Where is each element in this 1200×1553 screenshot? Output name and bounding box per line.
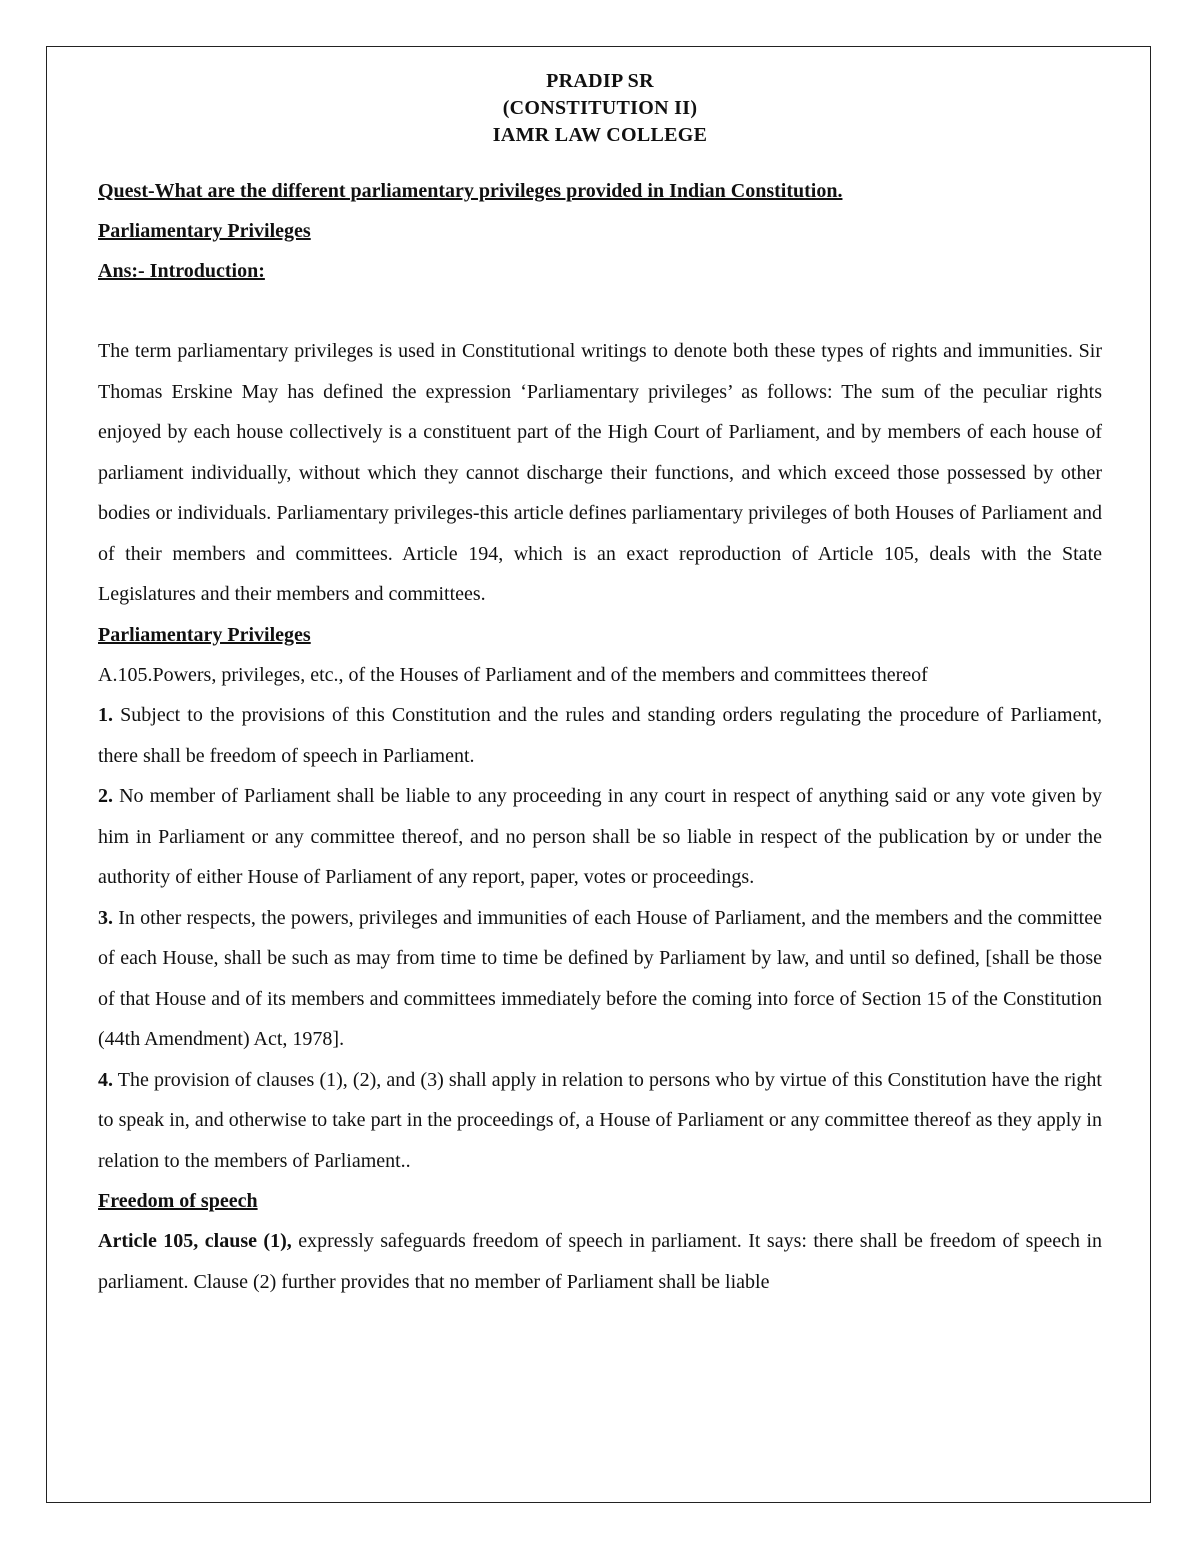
blank-line	[98, 291, 1102, 331]
freedom-text: expressly safeguards freedom of speech in parliament. It says: there shall be freedom of speech in parliament. Clause (2) further provides that no member of Parliament shall be liable	[98, 1230, 1103, 1293]
clause-text: No member of Parliament shall be liable to any proceeding in any court in respect of anything said or any vote given by him in Parliament or any committee thereof, and no person shall be so liable in respect of the publication by or under the authority of either House of Parliament of any report, paper, votes or proceedings.	[98, 785, 1102, 888]
section-heading-privileges: Parliamentary Privileges	[98, 220, 311, 242]
college-name: IAMR LAW COLLEGE	[492, 124, 708, 146]
question-heading: Quest-What are the different parliamentary privileges provided in Indian Constitution.	[98, 180, 843, 202]
clause-number: 2.	[98, 785, 113, 807]
clause-text: In other respects, the powers, privileges and immunities of each House of Parliament, and the members and the committee of each House, shall be such as may from time to time be defined by Parliament by law, and until so defined, [shall be those of that House and of its members and committees immediately before the coming into force of Section 15 of the Constitution (44th Amendment) Act, 1978].	[98, 906, 1102, 1050]
clause-text: The provision of clauses (1), (2), and (3) shall apply in relation to persons who by virtue of this Constitution have the right to speak in, and otherwise to take part in the proceedings of, a House of Parliament or any committee thereof as they apply in relation to the members of Parliament..	[98, 1068, 1102, 1172]
subject-name: (CONSTITUTION II)	[502, 97, 698, 119]
document-body	[98, 68, 1102, 1302]
clause-2	[98, 776, 1102, 898]
author-name: PRADIP SR	[546, 70, 654, 92]
clause-4	[98, 1060, 1102, 1182]
section-heading-freedom-of-speech: Freedom of speech	[98, 1190, 258, 1212]
intro-paragraph: The term parliamentary privileges is used in Constitutional writings to denote both these types of rights and immunities. Sir Thomas Erskine May has defined the expression ‘Parliamentary privileges’ as follows: The sum of the peculiar rights enjoyed by each house collectively is a constituent part of the High Court of Parliament, and by members of each house of parliament individually, without which they cannot discharge their functions, and which exceed those possessed by other bodies or individuals. Parliamentary privileges-this article defines parliamentary privileges of both Houses of Parliament and of their members and committees. Article 194, which is an exact reproduction of Article 105, deals with the State Legislatures and their members and committees.	[98, 340, 1102, 605]
section-heading-privileges-2: Parliamentary Privileges	[98, 623, 311, 646]
answer-intro-heading: Ans:- Introduction:	[98, 260, 265, 282]
clause-1	[98, 695, 1102, 776]
article-105-title: A.105.Powers, privileges, etc., of the Houses of Parliament and of the members and committees thereof	[98, 663, 928, 686]
clause-number: 3.	[98, 906, 113, 929]
clause-3	[98, 898, 1102, 1060]
clause-number: 4.	[98, 1068, 113, 1091]
clause-number: 1.	[98, 704, 113, 726]
freedom-paragraph	[98, 1221, 1102, 1302]
clause-text: Subject to the provisions of this Constitution and the rules and standing orders regulating the procedure of Parliament, there shall be freedom of speech in Parliament.	[98, 704, 1102, 767]
article-reference: Article 105, clause (1),	[98, 1230, 292, 1252]
document-header	[98, 68, 1102, 149]
